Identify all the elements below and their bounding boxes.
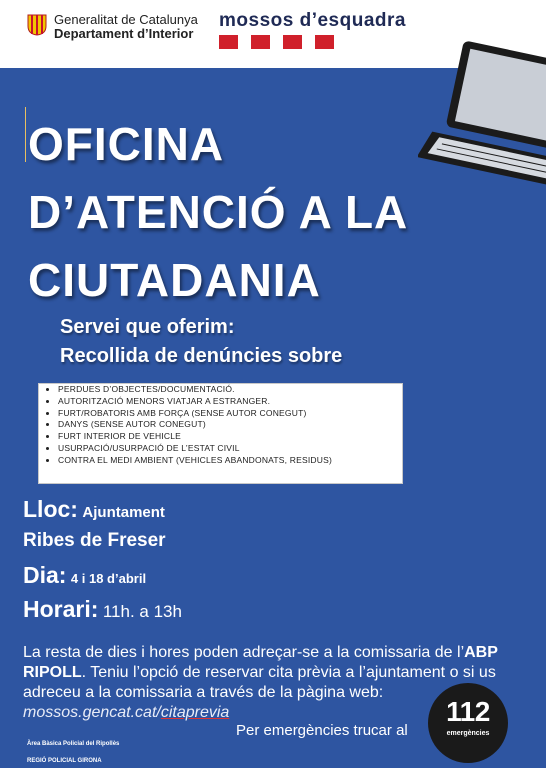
brand-name: mossos d’esquadra	[219, 10, 406, 31]
org-line1: Generalitat de Catalunya	[54, 12, 198, 27]
link-domain: mossos.gencat.cat/	[23, 704, 161, 721]
date-label: Dia:	[23, 562, 67, 588]
services-heading	[60, 313, 342, 371]
org-name	[54, 13, 198, 41]
brand-square	[315, 35, 334, 49]
brand-square	[251, 35, 270, 49]
list-item: • AUTORITZACIÓ MENORS VIATJAR A ESTRANGER.	[58, 396, 402, 408]
list-item: • FURT/ROBATORIS AMB FORÇA (SENSE AUTOR CONEGUT)	[58, 408, 402, 420]
appointment-link[interactable]	[23, 704, 229, 721]
list-item: • DANYS (SENSE AUTOR CONEGUT)	[58, 419, 402, 431]
title-line2: D’ATENCIÓ A LA	[28, 186, 409, 238]
text-cursor	[25, 107, 26, 162]
footer-area: Àrea Bàsica Policial del Ripollès	[27, 741, 120, 747]
services-list-box	[38, 383, 403, 484]
emergency-text: Per emergències trucar al	[236, 722, 408, 739]
town-row	[23, 530, 166, 552]
catalan-flag-shield-icon	[27, 14, 47, 36]
town-name: Ribes de Freser	[23, 530, 166, 551]
laptop-icon	[418, 40, 546, 200]
link-path: citaprevia	[160, 704, 230, 721]
emergency-label: emergències	[446, 730, 490, 737]
location-value: Ajuntament	[82, 504, 165, 521]
brand-square	[219, 35, 238, 49]
services-line2: Recollida de denúncies sobre	[60, 345, 343, 367]
location-label: Lloc:	[23, 496, 78, 522]
list-item: • USURPACIÓ/USURPACIÓ DE L’ESTAT CIVIL	[58, 443, 402, 455]
page-title	[28, 110, 408, 314]
date-value: 4 i 18 d’abril	[70, 571, 147, 586]
footer-region: REGIÓ POLICIAL GIRONA	[27, 758, 102, 764]
org-line2: Departament d’Interior	[54, 26, 194, 41]
brand-squares	[219, 35, 347, 54]
title-line3: CIUTADANIA	[28, 254, 321, 306]
emergency-number: 112	[446, 696, 490, 727]
schedule-label: Horari:	[23, 596, 99, 622]
paragraph-text-1: La resta de dies i hores poden adreçar-se a la comissaria de l’	[23, 644, 465, 661]
title-line1: OFICINA	[28, 118, 225, 170]
schedule-row	[23, 596, 182, 623]
schedule-value: 11h. a 13h	[102, 602, 182, 621]
list-item: • CONTRA EL MEDI AMBIENT (VEHICLES ABANDONATS, RESIDUS)	[58, 455, 402, 467]
brand-square	[283, 35, 302, 49]
list-item: • PERDUES D’OBJECTES/DOCUMENTACIÓ.	[58, 384, 402, 396]
paragraph-text-2: . Teniu l’opció de reservar cita prèvia a l’ajuntament o si us adreceu a la comissaria a través de la pàgina web:	[23, 664, 496, 701]
list-item: • FURT INTERIOR DE VEHICLE	[58, 431, 402, 443]
station-name: ABP RIPOLL	[23, 644, 498, 681]
services-line1: Servei que oferim:	[60, 316, 235, 338]
services-list	[39, 384, 402, 467]
emergency-112-logo	[428, 683, 508, 763]
location-row	[23, 496, 165, 523]
date-row	[23, 562, 146, 589]
